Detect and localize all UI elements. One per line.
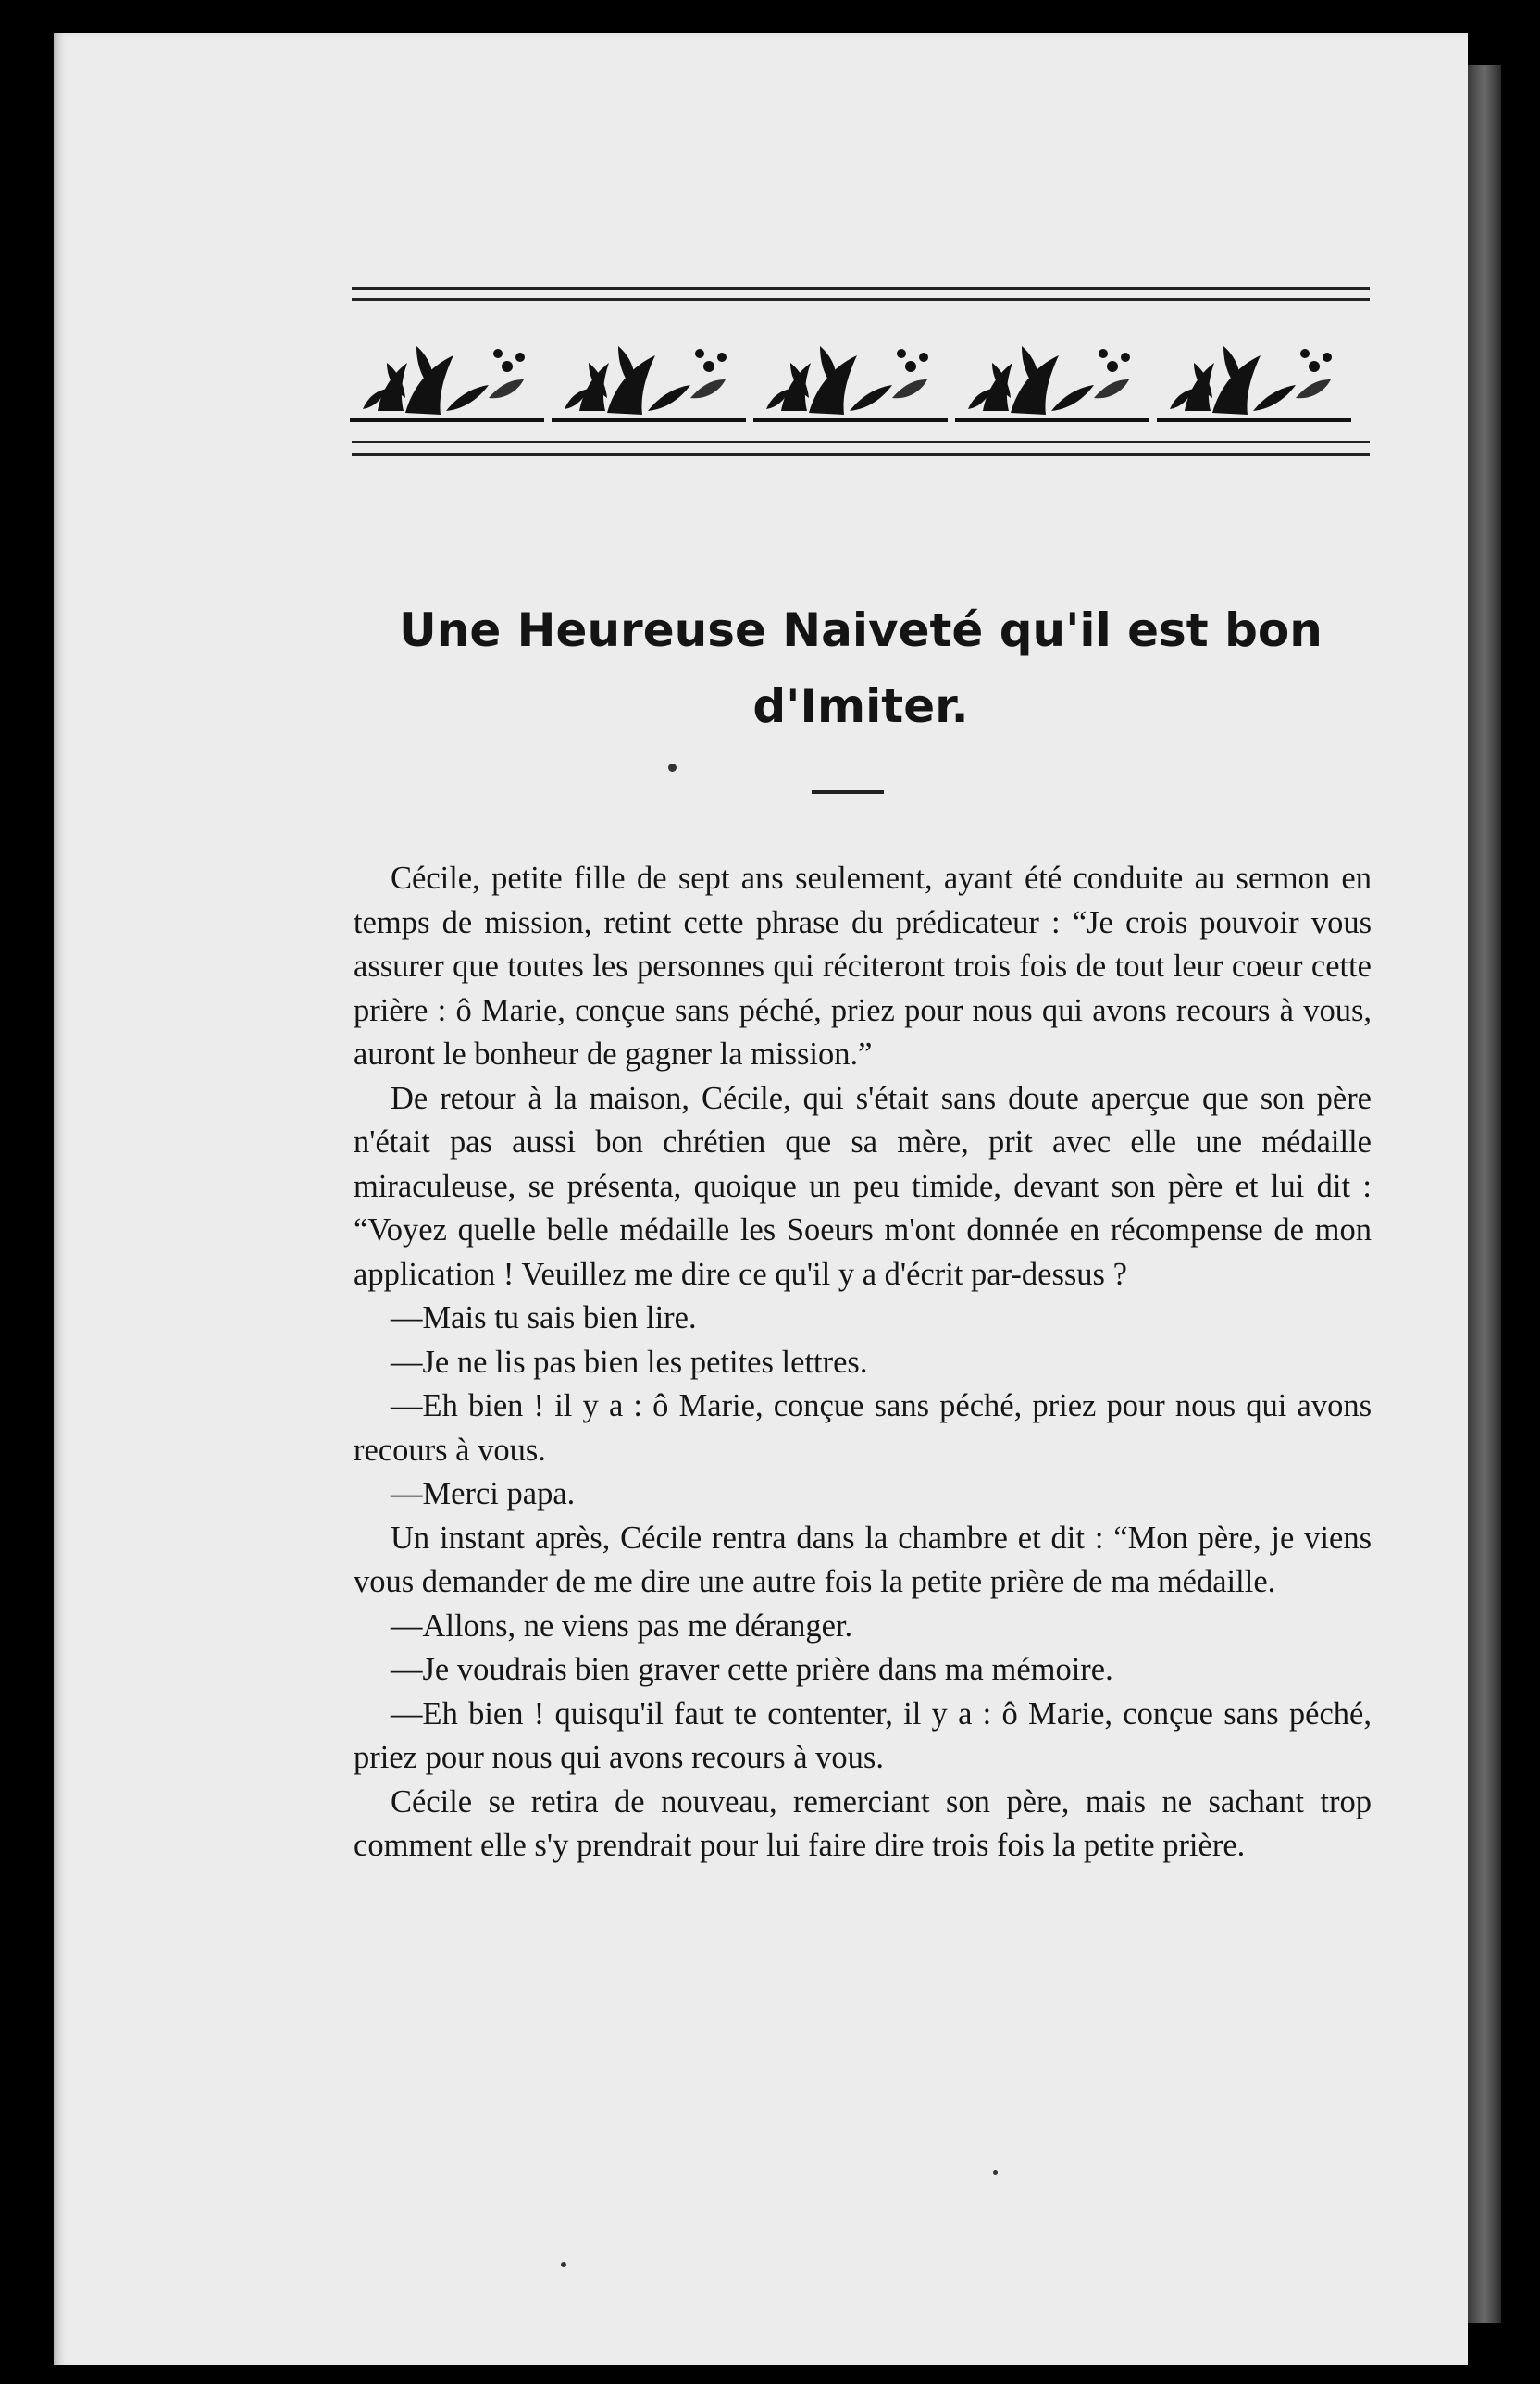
paragraph: —Mais tu sais bien lire. [391, 1300, 697, 1335]
paragraph: —Allons, ne viens pas me déranger. [391, 1608, 853, 1644]
top-rule-2 [352, 298, 1370, 301]
paragraph: Cécile, petite fille de sept ans seulement, ayant été conduite au sermon en temps de mission, retint cette phrase du prédicateur : “Je crois pouvoir vous assurer que toutes les personnes qui réciteront trois fois de tout leur coeur cette prière : ô Marie, conçue sans péché, priez pour nous qui avons recours à vous, auront le bonheur de gagner la mission.” [354, 861, 1372, 1072]
paragraph: —Eh bien ! quisqu'il faut te contenter, il y a : ô Marie, conçue sans péché, priez pour nous qui avons recours à vous. [354, 1695, 1372, 1775]
story-text [354, 857, 1372, 1869]
page-title: Une Heureuse Naiveté qu'il est bon d'Imiter. [399, 603, 1323, 733]
ink-speck [993, 2170, 998, 2175]
ink-speck [668, 764, 677, 772]
floral-ornament-icon [350, 326, 1372, 428]
book-spine-shadow [1468, 65, 1501, 2323]
top-rule-1 [352, 287, 1370, 290]
paragraph: —Je ne lis pas bien les petites lettres. [391, 1344, 868, 1380]
ink-speck [561, 2262, 566, 2267]
bottom-rule-2 [352, 453, 1370, 456]
title-separator [812, 790, 884, 794]
paragraph: —Je voudrais bien graver cette prière dans ma mémoire. [391, 1652, 1113, 1687]
paragraph: Un instant après, Cécile rentra dans la chambre et dit : “Mon père, je viens vous demander de me dire une autre fois la petite prière de ma médaille. [354, 1520, 1372, 1599]
paragraph: —Merci papa. [391, 1476, 576, 1511]
paragraph: —Eh bien ! il y a : ô Marie, conçue sans péché, priez pour nous qui avons recours à vous. [354, 1388, 1372, 1468]
bottom-rule-1 [352, 441, 1370, 443]
paragraph: Cécile se retira de nouveau, remerciant son père, mais ne sachant trop comment elle s'y prendrait pour lui faire dire trois fois la petite prière. [354, 1783, 1372, 1863]
paragraph: De retour à la maison, Cécile, qui s'était sans doute aperçue que son père n'était pas aussi bon chrétien que sa mère, prit avec elle une médaille miraculeuse, se présenta, quoique un peu timide, devant son père et lui dit : “Voyez quelle belle médaille les Soeurs m'ont donnée en récompense de mon application ! Veuillez me dire ce qu'il y a d'écrit par-dessus ? [354, 1080, 1372, 1292]
